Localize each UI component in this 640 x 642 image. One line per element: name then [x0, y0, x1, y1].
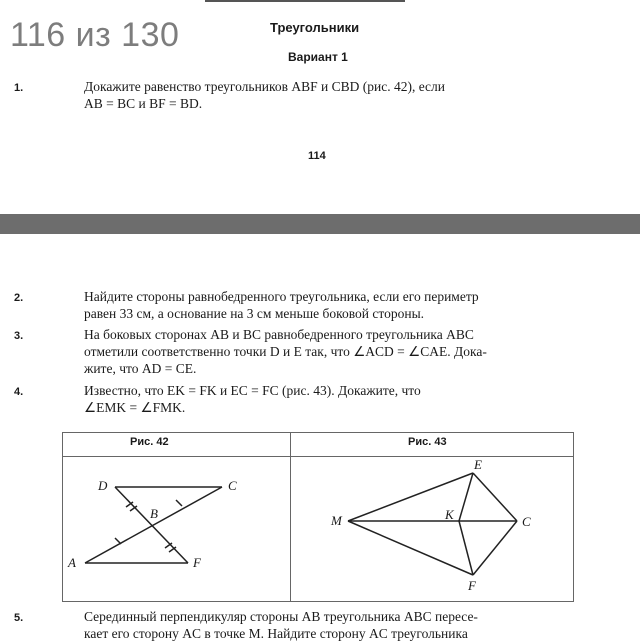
fig42-label-b: B	[150, 506, 158, 521]
problem-3-number: 3.	[14, 330, 24, 342]
fig42-label-f: F	[193, 555, 201, 570]
fig43-segment-ek	[459, 473, 473, 521]
fig42-caption: Рис. 42	[130, 436, 169, 448]
fig43-segment-mf	[348, 521, 473, 575]
problem-5-number: 5.	[14, 612, 24, 624]
book-page-number: 114	[308, 150, 326, 162]
fig42-diagram	[85, 487, 222, 563]
problem-3-line-2: отметили соответственно точки D и E так, что ∠ACD = ∠CAE. Дока-	[84, 344, 487, 359]
fig42-label-a: A	[68, 555, 76, 570]
fig43-label-f: F	[468, 578, 476, 593]
fig42-segment-df	[115, 487, 188, 563]
fig43-label-c: C	[522, 514, 531, 529]
variant-title: Вариант 1	[288, 50, 348, 64]
problem-5-line-2: кает его сторону AC в точке M. Найдите сторону AC треугольника	[84, 626, 468, 641]
fig43-caption: Рис. 43	[408, 436, 447, 448]
fig42-label-d: D	[98, 478, 108, 493]
fig43-label-k: K	[445, 507, 454, 522]
chapter-title: Треугольники	[270, 20, 360, 35]
problem-4-line-2: ∠EMK = ∠FMK.	[84, 400, 186, 415]
problem-2-number: 2.	[14, 292, 24, 304]
fig43-diagram	[348, 473, 517, 575]
problem-1-number: 1.	[14, 82, 24, 94]
problem-3-line-3: жите, что AD = CE.	[84, 361, 197, 376]
fig42-segment-ca	[85, 487, 222, 563]
fig42-tick-bc	[176, 500, 182, 506]
problem-4-line-1: Известно, что EK = FK и EC = FC (рис. 43). Докажите, что	[84, 383, 421, 398]
fig43-segment-ec	[473, 473, 517, 521]
problem-2-line-2: равен 33 см, а основание на 3 см меньше боковой стороны.	[84, 306, 425, 321]
fig43-segment-me	[348, 473, 473, 521]
problem-1-line-1: Докажите равенство треугольников ABF и CBD (рис. 42), если	[84, 79, 445, 94]
problem-2-line-1: Найдите стороны равнобедренного треугольника, если его периметр	[84, 289, 479, 304]
fig43-label-e: E	[474, 457, 482, 472]
fig43-segment-fk	[459, 521, 473, 575]
problem-5-line-1: Серединный перпендикуляр стороны AB треугольника ABC пересе-	[84, 609, 478, 624]
problem-5-text	[84, 608, 574, 642]
fig42-tick-ab	[115, 538, 121, 544]
fig42-label-c: C	[228, 478, 237, 493]
problem-1-line-2: AB = BC и BF = BD.	[84, 96, 203, 111]
fig43-label-m: M	[331, 513, 342, 528]
page-counter: 116 из 130	[10, 16, 180, 54]
fig43-segment-fc	[473, 521, 517, 575]
problem-3-line-1: На боковых сторонах AB и BC равнобедренного треугольника ABC	[84, 327, 474, 342]
problem-4-number: 4.	[14, 386, 24, 398]
